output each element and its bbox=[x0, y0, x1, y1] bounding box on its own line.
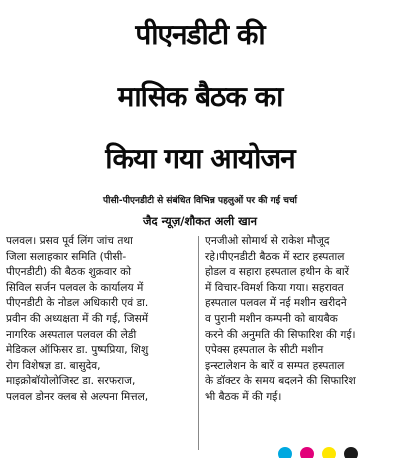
article-line: इन्स्टालेशन के बारें व सम्पत हस्पताल bbox=[205, 359, 345, 372]
registration-dot-black bbox=[344, 447, 358, 458]
article-line: नागरिक अस्पताल पलवल की लेडी bbox=[6, 328, 137, 341]
article-line: एपेक्स हस्पताल के सीटी मशीन bbox=[205, 344, 324, 357]
article-line: प्रवीन की अध्यक्षता में की गई, जिसमें bbox=[6, 312, 149, 325]
article-line: मेडिकल ऑफिसर डा. पुष्पप्रिया, शिशु bbox=[6, 344, 149, 357]
article-line: रोग विशेषज्ञ डा. बासुदेव, bbox=[6, 359, 101, 372]
article-line: रहे।पीएनडीटी बैठक में स्टार हस्पताल bbox=[205, 250, 345, 263]
article-line: जिला सलाहकार समिति (पीसी- bbox=[6, 250, 127, 263]
article-line: पीएनडीटी के नोडल अधिकारी एवं डा. bbox=[6, 297, 149, 310]
article-line: में विचार-विमर्श किया गया। सहरावत bbox=[205, 281, 344, 294]
article-column-left bbox=[6, 234, 192, 406]
registration-dot-magenta bbox=[300, 447, 314, 458]
headline bbox=[0, 4, 400, 190]
registration-dot-yellow bbox=[322, 447, 336, 458]
article-line: सिविल सर्जन पलवल के कार्यालय में bbox=[6, 281, 144, 294]
article-line: करने की अनुमति की सिफारिश की गई। bbox=[205, 328, 356, 341]
article-line: पलवल। प्रसव पूर्व लिंग जांच तथा bbox=[6, 235, 133, 247]
headline-line-1: पीएनडीटी की bbox=[135, 18, 265, 51]
article-line: भी बैठक में की गई। bbox=[205, 390, 282, 403]
article-line: हस्पताल पलवल में नई मशीन खरीदने bbox=[205, 297, 347, 310]
headline-line-2: मासिक बैठक का bbox=[117, 80, 283, 113]
headline-line-3: किया गया आयोजन bbox=[105, 142, 295, 175]
column-divider bbox=[198, 236, 199, 450]
registration-dot-cyan bbox=[278, 447, 292, 458]
article-line: के डॉक्टर के समय बदलने की सिफारिश bbox=[205, 375, 356, 388]
article-line: पलवल डोनर क्लब से अल्पना मित्तल, bbox=[6, 390, 149, 403]
article-line: होडल व सहारा हस्पताल हथीन के बारें bbox=[205, 266, 349, 279]
article-line: व पुरानी मशीन कम्पनी को बायबैक bbox=[205, 312, 338, 325]
article-line: पीएनडीटी) की बैठक शुक्रवार को bbox=[6, 266, 132, 279]
article-column-right bbox=[205, 234, 393, 406]
byline: जैद न्यूज़/शौकत अली खान bbox=[143, 214, 257, 228]
print-registration-marks bbox=[270, 444, 370, 458]
article-line: एनजीओ सोमार्थ से राकेश मौजूद bbox=[205, 235, 330, 247]
article-line: माइक्रोबॉयोलोजिस्ट डा. सरफराज, bbox=[6, 375, 136, 388]
subheadline: पीसी-पीएनडीटी से संबंधित विभिन्न पहलुओं पर की गई चर्चा bbox=[103, 196, 297, 206]
